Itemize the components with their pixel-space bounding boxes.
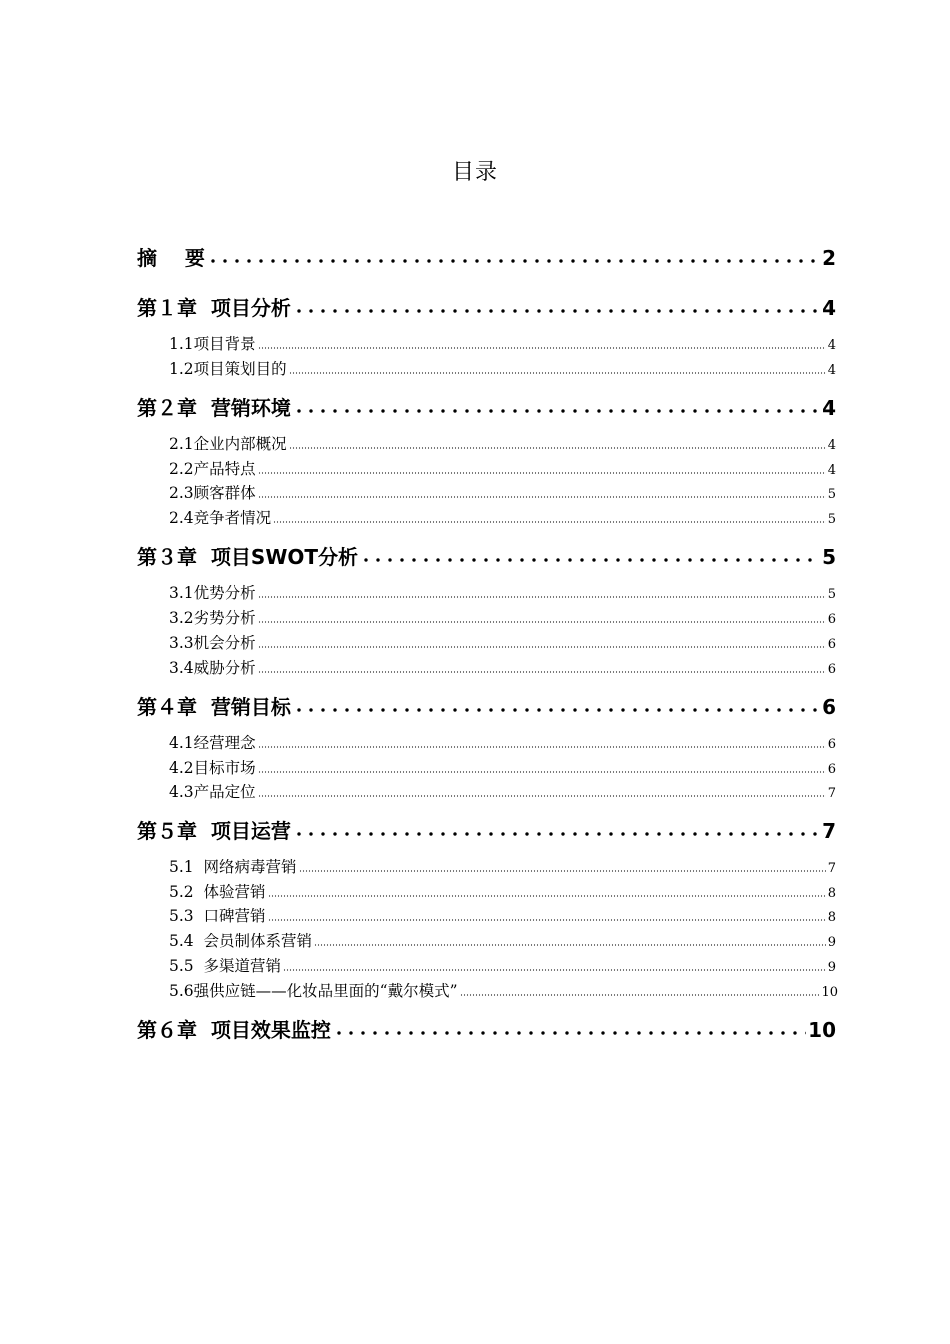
toc-entry-label: 第６章 项目效果监控 xyxy=(137,1018,331,1042)
toc-section-entry[interactable] xyxy=(169,332,836,354)
toc-dot-leader xyxy=(258,472,826,474)
toc-entry-page-number: 5 xyxy=(827,587,836,602)
toc-entry-page-number: 6 xyxy=(827,662,836,677)
toc-section-entry[interactable] xyxy=(169,631,836,653)
toc-dot-leader xyxy=(258,347,826,349)
toc-entry-label: 4.1经营理念 xyxy=(169,734,256,752)
toc-dot-leader xyxy=(293,832,820,836)
toc-dot-leader xyxy=(258,746,826,748)
toc-section-entry[interactable] xyxy=(169,954,836,976)
toc-section-entry[interactable] xyxy=(169,855,836,877)
toc-section-entry[interactable] xyxy=(169,581,836,603)
toc-section-entry[interactable] xyxy=(169,656,836,678)
toc-entry-label: 第２章 营销环境 xyxy=(137,396,291,420)
toc-chapter-entry[interactable] xyxy=(137,815,836,843)
toc-entry-label: 1.1项目背景 xyxy=(169,335,256,353)
toc-section-entry[interactable] xyxy=(169,880,836,902)
toc-entry-label: 2.1企业内部概况 xyxy=(169,435,287,453)
toc-dot-leader xyxy=(299,870,826,872)
toc-entry-label: 第５章 项目运营 xyxy=(137,819,291,843)
toc-dot-leader xyxy=(258,771,826,773)
toc-dot-leader xyxy=(207,259,820,263)
toc-entry-page-number: 5 xyxy=(827,512,836,527)
toc-entry-page-number: 10 xyxy=(808,1018,836,1042)
toc-entry-page-number: 7 xyxy=(827,861,836,876)
toc-dot-leader xyxy=(289,372,826,374)
toc-entry-page-number: 9 xyxy=(827,935,836,950)
toc-entry-label: 3.1优势分析 xyxy=(169,584,256,602)
toc-entry-page-number: 6 xyxy=(822,695,836,719)
toc-entry-label: 第１章 项目分析 xyxy=(137,296,291,320)
toc-entry-page-number: 10 xyxy=(821,985,838,1000)
toc-dot-leader xyxy=(258,596,826,598)
toc-entry-label: 5.2 体验营销 xyxy=(169,883,266,901)
toc-section-entry[interactable] xyxy=(169,457,836,479)
toc-dot-leader xyxy=(258,496,826,498)
toc-entry-page-number: 4 xyxy=(827,463,836,478)
toc-section-entry[interactable] xyxy=(169,929,836,951)
toc-entry-label: 3.2劣势分析 xyxy=(169,609,256,627)
toc-section-entry[interactable] xyxy=(169,904,836,926)
toc-dot-leader xyxy=(283,969,826,971)
toc-entry-label: 5.1 网络病毒营销 xyxy=(169,858,297,876)
toc-section-entry[interactable] xyxy=(169,756,836,778)
toc-entry-label: 第３章 项目SWOT分析 xyxy=(137,545,359,569)
toc-dot-leader xyxy=(333,1031,806,1035)
toc-entry-page-number: 6 xyxy=(827,637,836,652)
toc-title: 目录 xyxy=(451,160,498,185)
toc-entry-label: 摘 要 xyxy=(137,246,205,270)
toc-entry-label: 1.2项目策划目的 xyxy=(169,360,287,378)
toc-entry-page-number: 4 xyxy=(827,363,836,378)
toc-chapter-entry[interactable] xyxy=(137,292,836,320)
toc-section-entry[interactable] xyxy=(169,506,836,528)
toc-section-entry[interactable] xyxy=(169,979,838,1001)
toc-dot-leader xyxy=(314,944,826,946)
toc-chapter-entry[interactable] xyxy=(137,1014,836,1042)
toc-entry-label: 5.4 会员制体系营销 xyxy=(169,932,313,950)
toc-entry-page-number: 8 xyxy=(827,910,836,925)
toc-entry-label: 2.2产品特点 xyxy=(169,460,256,478)
toc-dot-leader xyxy=(268,919,826,921)
toc-dot-leader xyxy=(258,795,826,797)
toc-dot-leader xyxy=(258,646,826,648)
toc-entry-label: 2.4竞争者情况 xyxy=(169,509,272,527)
toc-entry-page-number: 5 xyxy=(827,487,836,502)
toc-section-entry[interactable] xyxy=(169,481,836,503)
toc-entry-label: 2.3顾客群体 xyxy=(169,484,256,502)
toc-dot-leader xyxy=(258,671,826,673)
toc-entry-label: 5.6强供应链——化妆品里面的“戴尔模式” xyxy=(169,982,458,1000)
toc-section-entry[interactable] xyxy=(169,731,836,753)
toc-section-entry[interactable] xyxy=(169,432,836,454)
toc-dot-leader xyxy=(258,621,826,623)
toc-entry-page-number: 6 xyxy=(827,737,836,752)
toc-dot-leader xyxy=(293,708,820,712)
toc-entry-label: 3.3机会分析 xyxy=(169,634,256,652)
toc-entry-page-number: 4 xyxy=(827,338,836,353)
toc-chapter-entry[interactable] xyxy=(137,691,836,719)
toc-entry-page-number: 8 xyxy=(827,886,836,901)
toc-entry-label: 5.5 多渠道营销 xyxy=(169,957,282,975)
toc-section-entry[interactable] xyxy=(169,606,836,628)
toc-chapter-entry[interactable] xyxy=(137,392,836,420)
toc-entry-page-number: 7 xyxy=(827,786,836,801)
toc-entry-label: 4.2目标市场 xyxy=(169,759,256,777)
toc-dot-leader xyxy=(268,895,826,897)
toc-entry-page-number: 4 xyxy=(827,438,836,453)
toc-entry-label: 3.4威胁分析 xyxy=(169,659,256,677)
toc-chapter-entry[interactable] xyxy=(137,242,836,270)
toc-entry-page-number: 4 xyxy=(822,296,836,320)
toc-entry-page-number: 6 xyxy=(827,762,836,777)
toc-entry-page-number: 4 xyxy=(822,396,836,420)
toc-section-entry[interactable] xyxy=(169,780,836,802)
toc-entry-page-number: 9 xyxy=(827,960,836,975)
toc-dot-leader xyxy=(293,409,820,413)
toc-entry-page-number: 7 xyxy=(822,819,836,843)
toc-entry-page-number: 6 xyxy=(827,612,836,627)
toc-entry-label: 第４章 营销目标 xyxy=(137,695,291,719)
toc-dot-leader xyxy=(460,994,820,996)
toc-dot-leader xyxy=(360,558,820,562)
toc-entry-label: 4.3产品定位 xyxy=(169,783,256,801)
toc-chapter-entry[interactable] xyxy=(137,541,836,569)
toc-entry-page-number: 5 xyxy=(822,545,836,569)
toc-dot-leader xyxy=(273,521,826,523)
toc-entry-label: 5.3 口碑营销 xyxy=(169,907,266,925)
toc-entry-page-number: 2 xyxy=(822,246,836,270)
toc-section-entry[interactable] xyxy=(169,357,836,379)
toc-dot-leader xyxy=(289,447,826,449)
toc-dot-leader xyxy=(293,309,820,313)
